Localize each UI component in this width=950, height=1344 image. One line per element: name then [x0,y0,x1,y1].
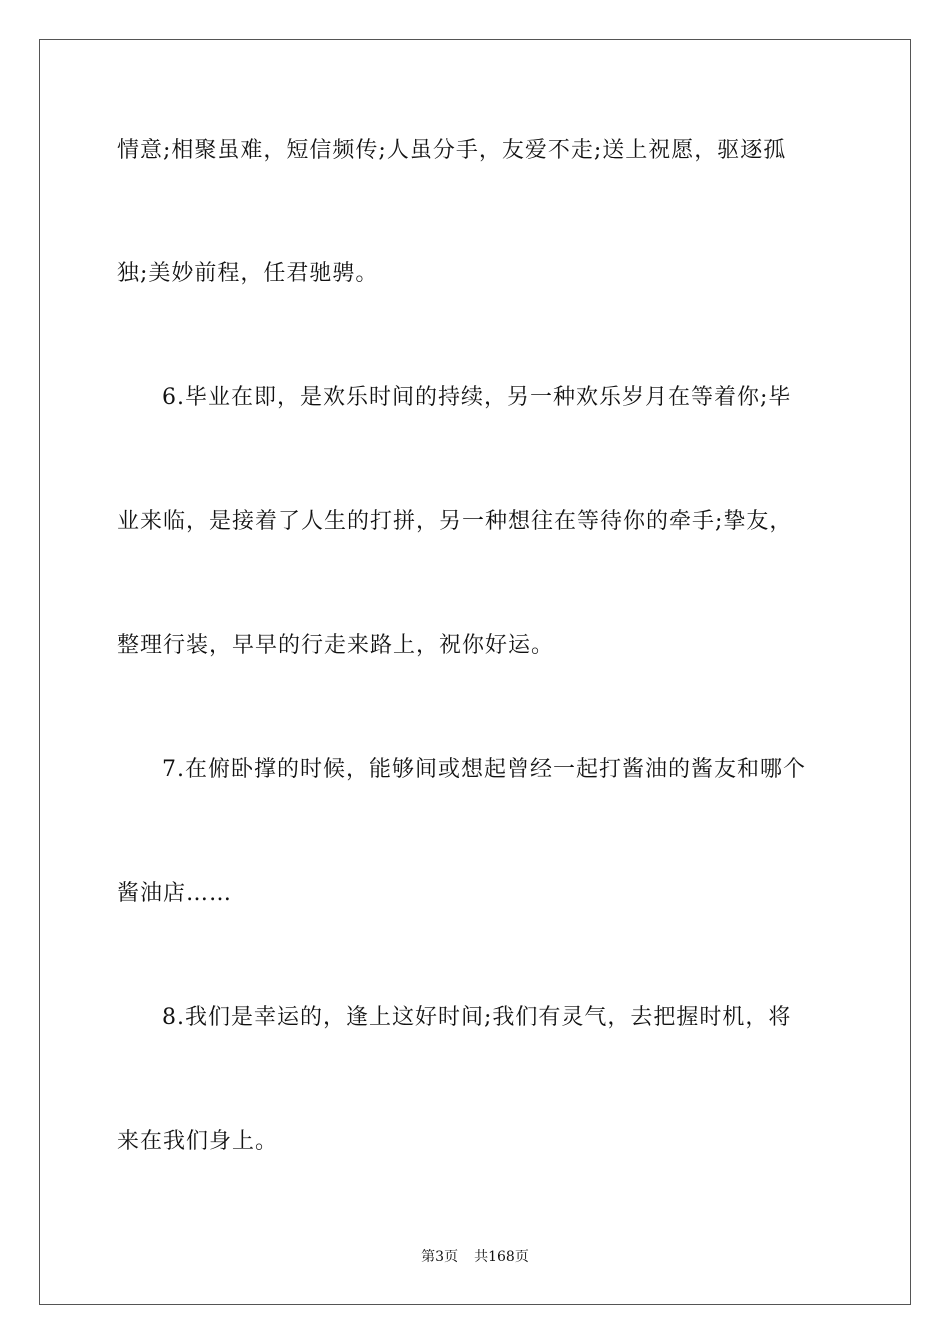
page-border [39,39,911,1305]
text-line-5: 整理行装，早早的行走来路上，祝你好运。 [117,633,555,658]
total-pages: 共168页 [474,1249,529,1265]
text-line-9: 来在我们身上。 [117,1129,279,1154]
text-line-3: 6.毕业在即，是欢乐时间的持续，另一种欢乐岁月在等着你;毕 [162,385,792,410]
text-line-1: 情意;相聚虽难，短信频传;人虽分手，友爱不走;送上祝愿，驱逐孤 [117,138,787,163]
page-number: 第3页 [421,1249,459,1265]
text-line-7: 酱油店…… [117,881,233,906]
text-line-8: 8.我们是幸运的，逢上这好时间;我们有灵气，去把握时机，将 [162,1005,792,1030]
text-line-4: 业来临，是接着了人生的打拼，另一种想往在等待你的牵手;挚友， [117,509,793,534]
page-footer [0,1247,950,1267]
text-line-2: 独;美妙前程，任君驰骋。 [117,261,379,286]
text-line-6: 7.在俯卧撑的时候，能够间或想起曾经一起打酱油的酱友和哪个 [162,757,806,782]
